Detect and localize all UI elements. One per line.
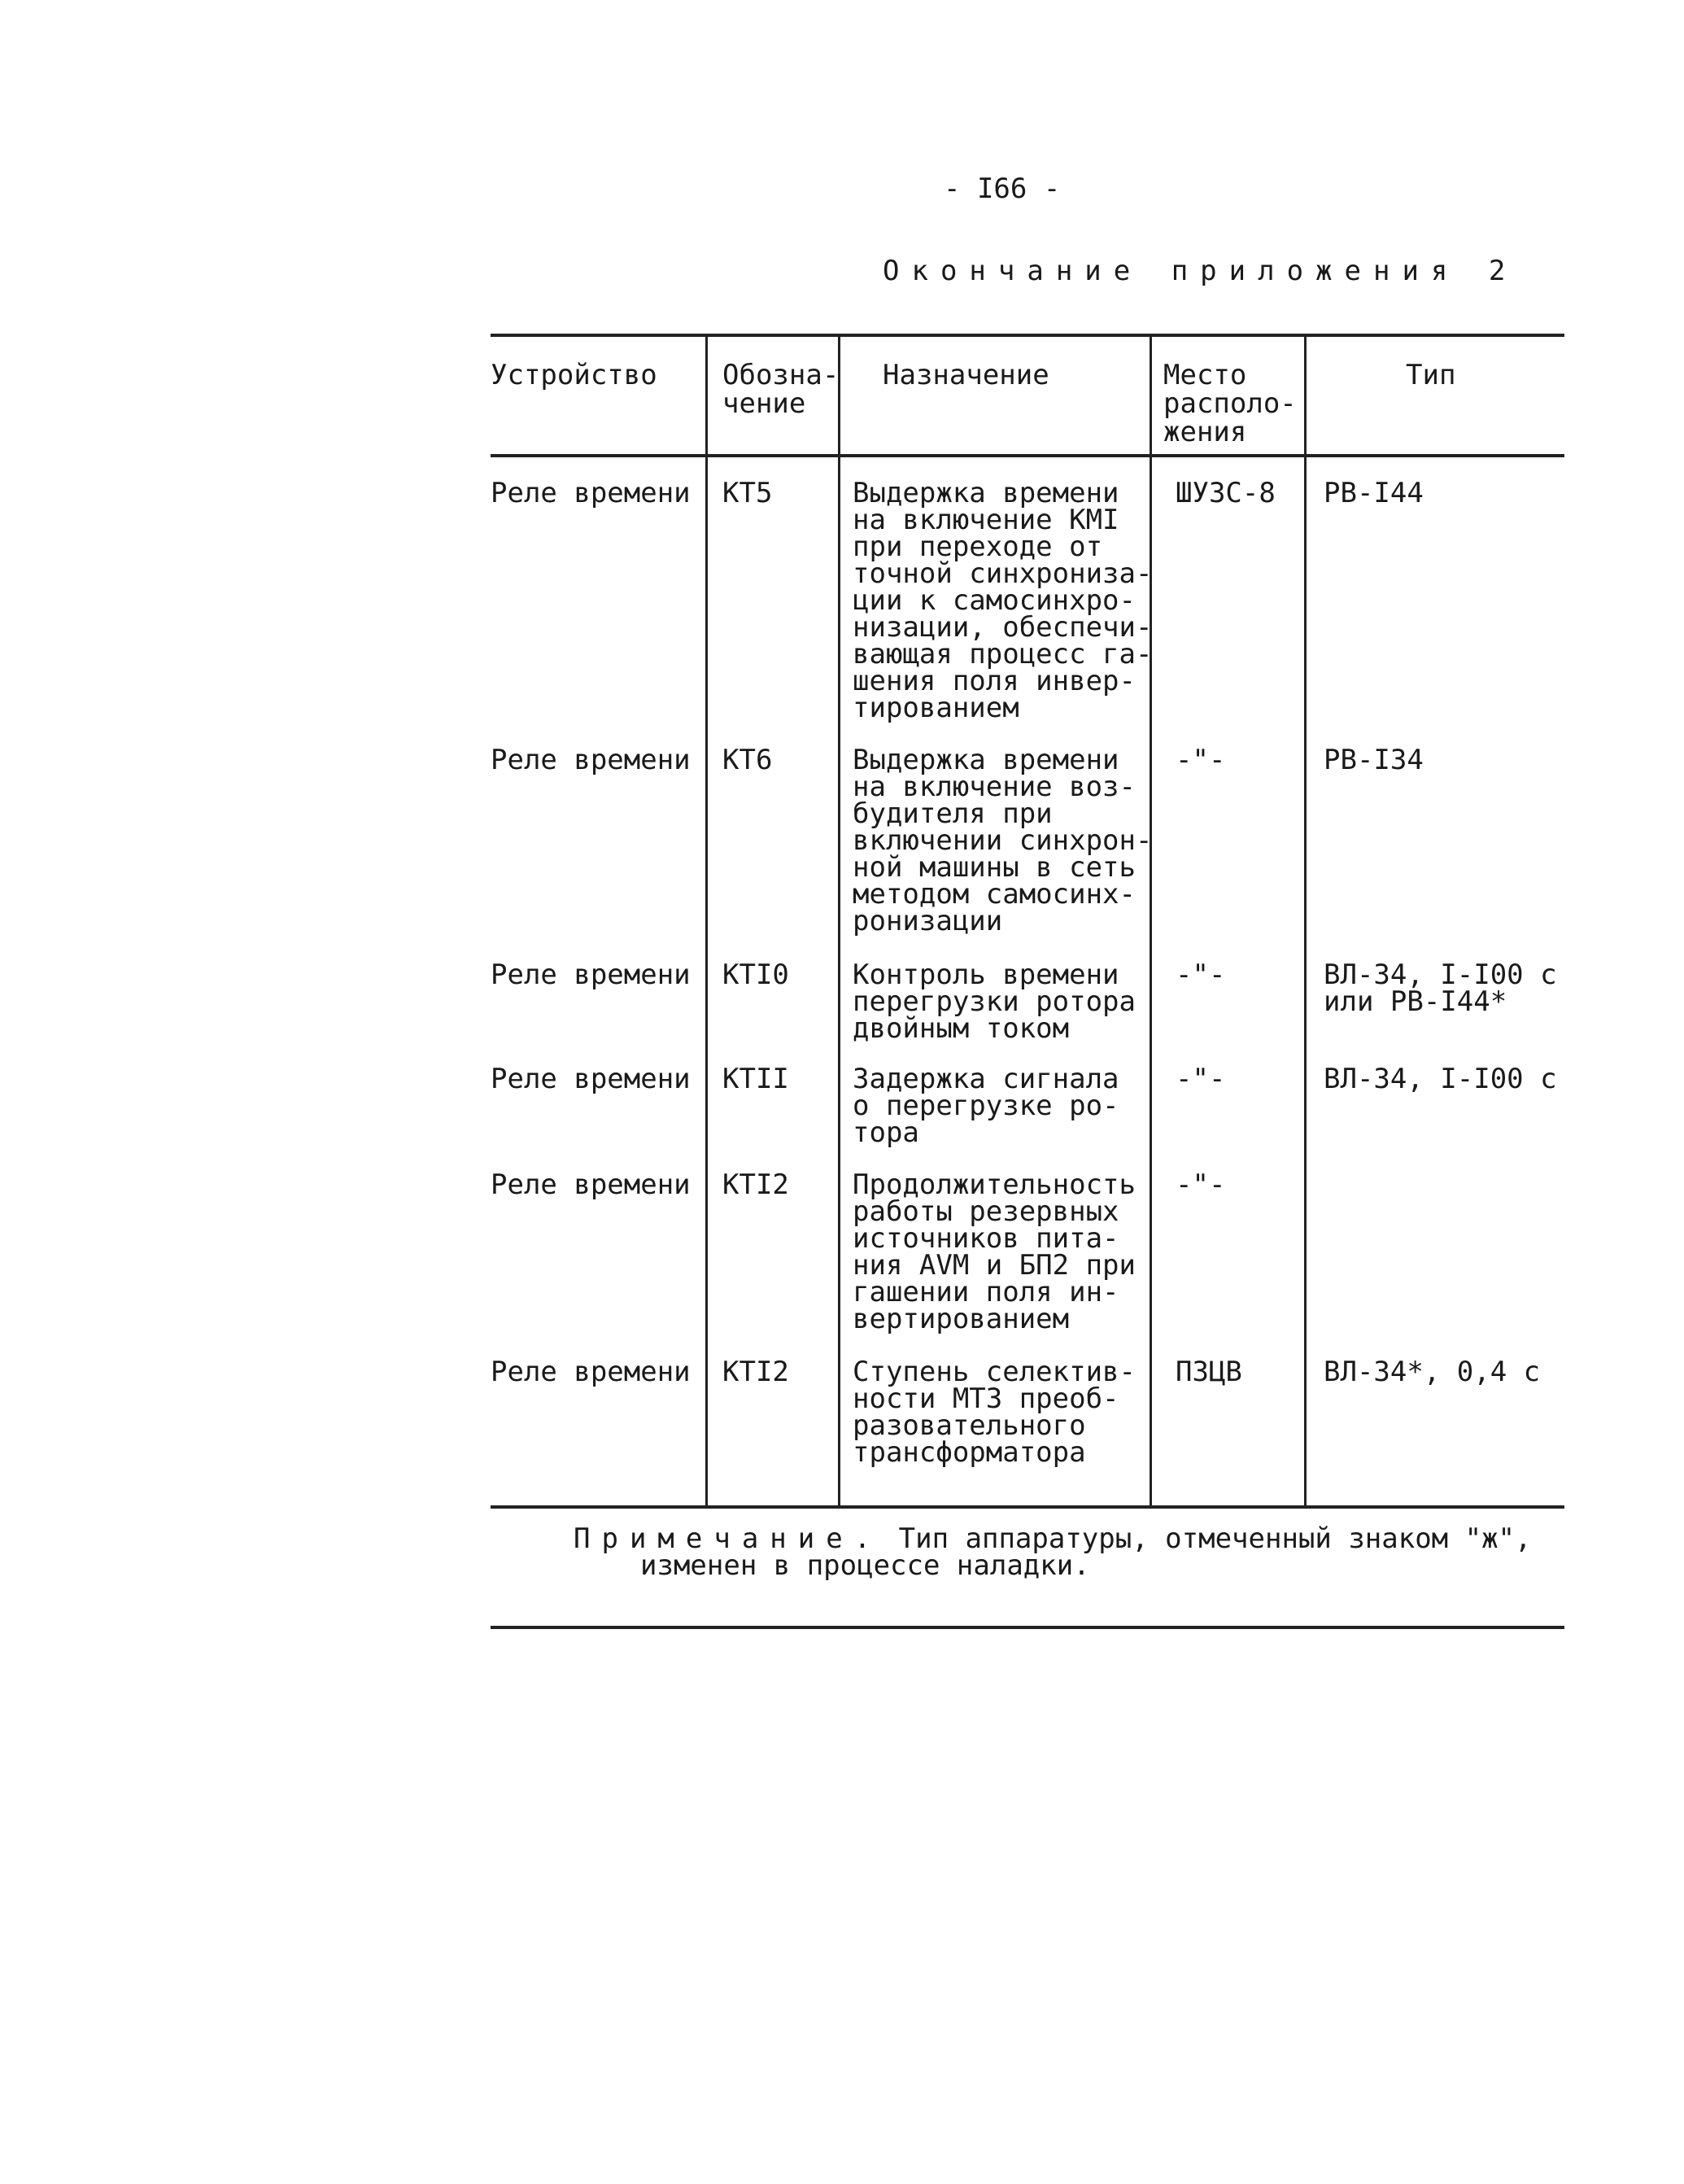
cell-purpose: Продолжительность работы резервных источников пита- ния AVM и БП2 при гашении поля ин- вертированием bbox=[853, 1168, 1136, 1335]
cell-designation: КТ6 bbox=[722, 744, 773, 776]
table-bottom-rule bbox=[491, 1505, 1564, 1509]
note-text: Тип аппаратуры, отмеченный знаком "ж", bbox=[882, 1522, 1532, 1555]
cell-purpose: Контроль времени перегрузки ротора двойным током bbox=[853, 959, 1136, 1045]
note-label: Примечание. bbox=[574, 1522, 883, 1555]
header-device: Устройство bbox=[491, 359, 657, 391]
header-location: Место располо- жения bbox=[1163, 359, 1297, 448]
cell-purpose: Ступень селектив- ности МТЗ преоб- разовательного трансформатора bbox=[853, 1356, 1136, 1469]
cell-location: -"- bbox=[1176, 959, 1226, 991]
cell-purpose: Выдержка времени на включение КМI при переходе от точной синхрониза- ции к самосинхро- низации, обеспечи- вающая процесс га- шения поля инвер- тированием bbox=[853, 477, 1153, 724]
cell-designation: КТI2 bbox=[722, 1168, 789, 1201]
header-purpose: Назначение bbox=[883, 359, 1049, 391]
column-separator bbox=[705, 335, 708, 1507]
note-text-continued: изменен в процессе наладки. bbox=[640, 1549, 1090, 1582]
header-type: Тип bbox=[1406, 359, 1456, 391]
cell-purpose: Выдержка времени на включение воз- будителя при включении синхрон- ной машины в сеть методом самосинх- ронизации bbox=[853, 744, 1153, 937]
cell-device: Реле времени bbox=[491, 1168, 691, 1201]
page-number: - I66 - bbox=[944, 173, 1061, 205]
cell-location: -"- bbox=[1176, 744, 1226, 776]
cell-type: ВЛ-34, I-I00 с или РВ-I44* bbox=[1324, 959, 1557, 1018]
cell-purpose: Задержка сигнала о перегрузке ро- тора bbox=[853, 1063, 1119, 1149]
table-top-rule bbox=[491, 334, 1564, 337]
cell-type: РВ-I44 bbox=[1324, 477, 1424, 509]
cell-designation: КТI2 bbox=[722, 1356, 789, 1388]
table-note bbox=[574, 1522, 1532, 1582]
column-separator bbox=[838, 335, 840, 1507]
cell-device: Реле времени bbox=[491, 959, 691, 991]
cell-type: ВЛ-34*, 0,4 с bbox=[1324, 1356, 1541, 1388]
cell-location: ШУЗС-8 bbox=[1176, 477, 1276, 509]
cell-device: Реле времени bbox=[491, 477, 691, 509]
column-separator bbox=[1304, 335, 1307, 1507]
cell-designation: КТII bbox=[722, 1063, 789, 1095]
header-bottom-rule bbox=[491, 454, 1564, 457]
cell-type: РВ-I34 bbox=[1324, 744, 1424, 776]
cell-location: ПЗЦВ bbox=[1176, 1356, 1242, 1388]
cell-location: -"- bbox=[1176, 1168, 1226, 1201]
cell-device: Реле времени bbox=[491, 744, 691, 776]
cell-designation: КТ5 bbox=[722, 477, 773, 509]
table-caption: Окончание приложения 2 bbox=[883, 255, 1518, 287]
cell-device: Реле времени bbox=[491, 1063, 691, 1095]
cell-device: Реле времени bbox=[491, 1356, 691, 1388]
cell-location: -"- bbox=[1176, 1063, 1226, 1095]
cell-type: ВЛ-34, I-I00 с bbox=[1324, 1063, 1557, 1095]
cell-designation: КТI0 bbox=[722, 959, 789, 991]
header-designation: Обозна- чение bbox=[722, 359, 840, 420]
note-bottom-rule bbox=[491, 1626, 1564, 1629]
